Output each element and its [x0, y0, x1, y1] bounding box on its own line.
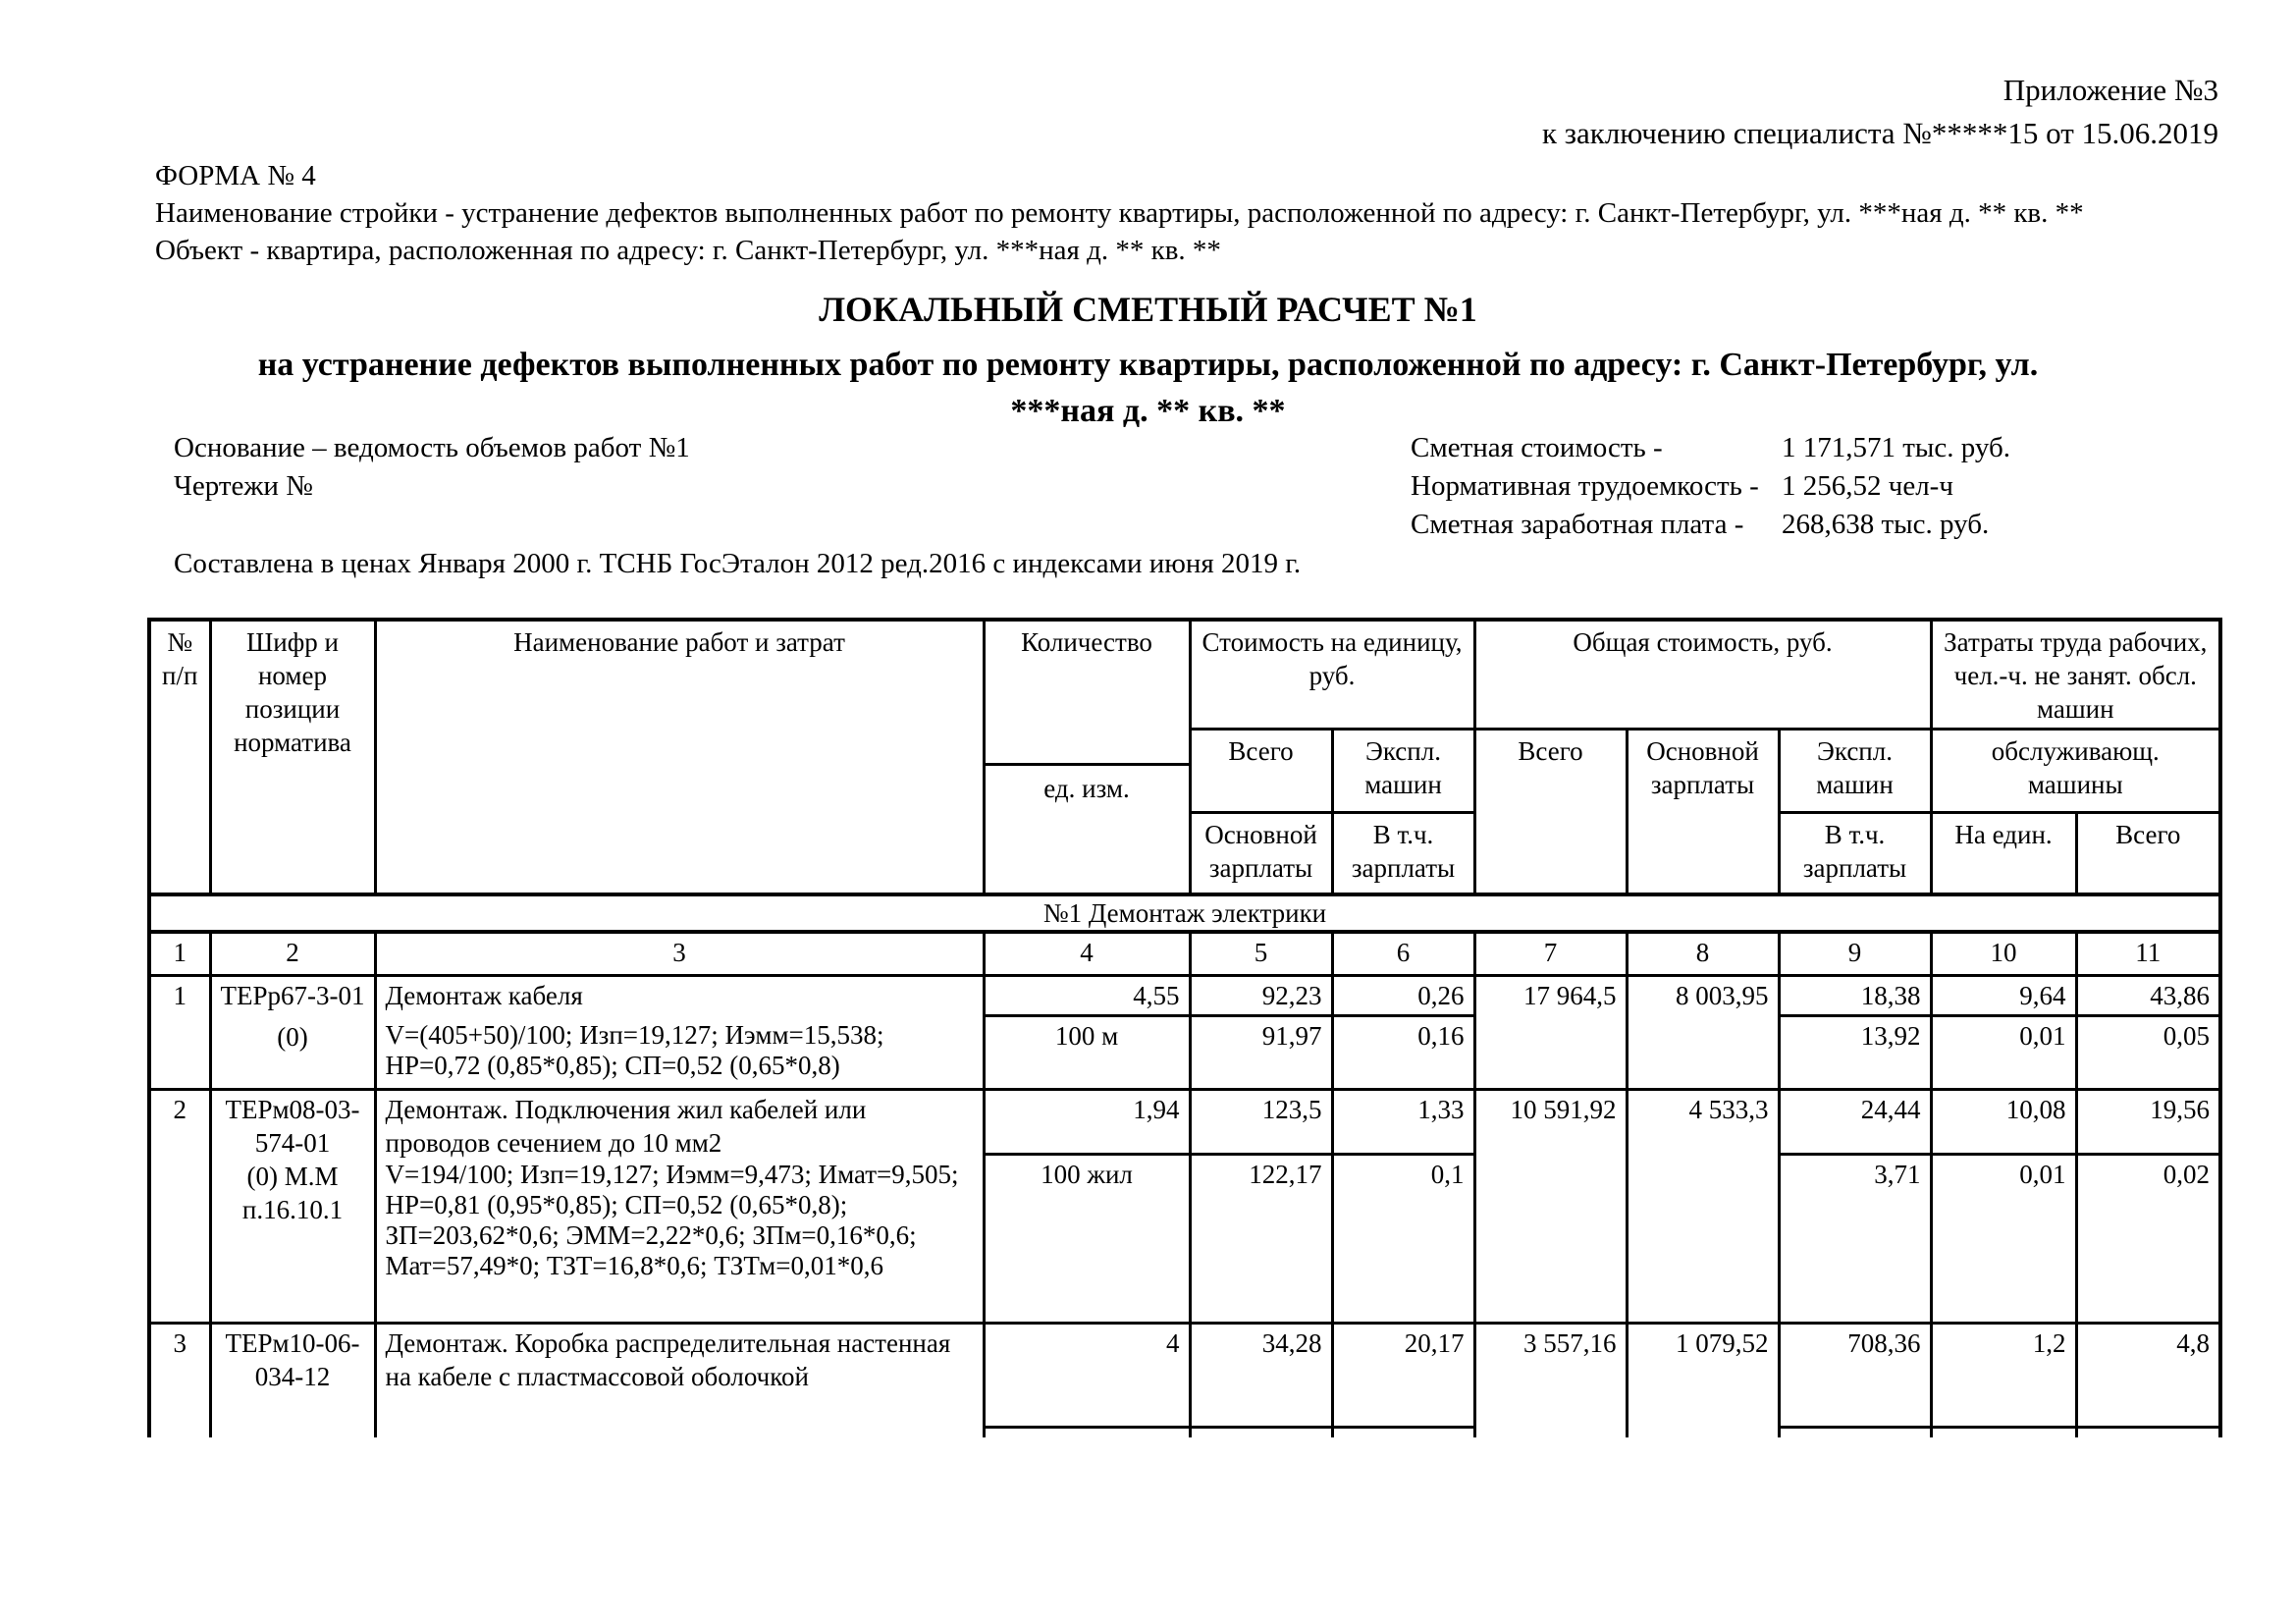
item1-code-cell: [210, 976, 375, 1090]
item1-labor-total-2: 0,05: [2076, 1016, 2220, 1090]
item2-labor-per-unit: 10,08: [1931, 1090, 2076, 1155]
col-number-10: 10: [1931, 932, 2076, 976]
estimate-cost-value: 1 171,571 тыс. руб.: [1782, 432, 2011, 463]
header-labor-total: Всего: [2076, 813, 2220, 894]
subtitle-line2: ***ная д. ** кв. **: [1010, 393, 1286, 429]
item3-labor-per-unit: 1,2: [1931, 1324, 2076, 1428]
section-row: [149, 894, 2220, 932]
item1-num: 1: [149, 976, 210, 1090]
header-unit-cost-total: Всего: [1190, 730, 1332, 813]
col-number-3: 3: [375, 932, 984, 976]
item3-unit-cost-machines: 20,17: [1332, 1324, 1474, 1428]
item1-unit: 100 м: [984, 1016, 1190, 1090]
item3-code-cell: [210, 1324, 375, 1437]
document-subtitle: [0, 342, 2296, 434]
item2-unit: 100 жил: [984, 1155, 1190, 1324]
item2-num: 2: [149, 1090, 210, 1324]
header-total-cost-machines: Экспл. машин: [1779, 730, 1931, 813]
item2-unit-incl-salary: 0,1: [1332, 1155, 1474, 1324]
item2-qty: 1,94: [984, 1090, 1190, 1155]
col-number-7: 7: [1474, 932, 1627, 976]
item2-unit-cost-total: 123,5: [1190, 1090, 1332, 1155]
drawings-line: Чертежи №: [174, 470, 313, 502]
item3-base-salary: 1 079,52: [1627, 1324, 1779, 1437]
appendix-block: [0, 69, 2218, 155]
labor-intensity-label: Нормативная трудоемкость -: [1411, 470, 1759, 502]
item3-qty: 4: [984, 1324, 1190, 1428]
form-header-block: [155, 157, 2237, 269]
header-row-groups: [149, 620, 2220, 730]
column-number-row: [149, 932, 2220, 976]
appendix-line2: к заключению специалиста №*****15 от 15.06.2019: [1541, 116, 2218, 150]
item1-unit-cost-total: 92,23: [1190, 976, 1332, 1016]
item3-labor-total-2: [2076, 1428, 2220, 1437]
item1-name: Демонтаж кабеля: [385, 981, 583, 1010]
header-unit-cost-base-salary: Основной зарплаты: [1190, 813, 1332, 894]
item2-code2: (0) М.М п.16.10.1: [241, 1162, 344, 1224]
header-labor-serving-machines: обслуживающ. машины: [1931, 730, 2220, 813]
col-number-11: 11: [2076, 932, 2220, 976]
item2-machines-cost: 24,44: [1779, 1090, 1931, 1155]
item2-unit-cost-machines: 1,33: [1332, 1090, 1474, 1155]
header-total-cost-base-salary: Основной зарплаты: [1627, 730, 1779, 894]
item3-unit-incl-salary: [1332, 1428, 1474, 1437]
item1-name-cell: [375, 976, 984, 1090]
col-number-8: 8: [1627, 932, 1779, 976]
item1-labor-per-unit: 9,64: [1931, 976, 2076, 1016]
col-number-2: 2: [210, 932, 375, 976]
item2-unit-base-salary: 122,17: [1190, 1155, 1332, 1324]
item2-name: Демонтаж. Подключения жил кабелей или проводов сечением до 10 мм2: [385, 1095, 867, 1158]
header-total-cost-incl-salary: В т.ч. зарплаты: [1779, 813, 1931, 894]
item3-num: 3: [149, 1324, 210, 1437]
item2-labor-total-2: 0,02: [2076, 1155, 2220, 1324]
estimate-salary-label: Сметная заработная плата -: [1411, 509, 1744, 540]
item1-qty: 4,55: [984, 976, 1190, 1016]
header-unit-cost-group: Стоимость на единицу, руб.: [1190, 620, 1474, 730]
header-quantity: Количество: [986, 622, 1189, 766]
prices-note: Составлена в ценах Января 2000 г. ТСНБ ГосЭталон 2012 ред.2016 с индексами июня 2019 г.: [174, 548, 1302, 579]
item3-labor-per-unit-2: [1931, 1428, 2076, 1437]
item2-labor-per-unit-2: 0,01: [1931, 1155, 2076, 1324]
item1-unit-base-salary: 91,97: [1190, 1016, 1332, 1090]
totals-block: [1411, 429, 2010, 544]
item1-code: ТЕРр67-3-01: [220, 981, 365, 1010]
item1-formula: V=(405+50)/100; Изп=19,127; Иэмм=15,538; НР=0,72 (0,85*0,85); СП=0,52 (0,65*0,8): [385, 1020, 884, 1080]
item1-machines-cost: 18,38: [1779, 976, 1931, 1016]
table-row-item3: [149, 1324, 2220, 1428]
item3-name-cell: [375, 1324, 984, 1437]
item3-machines-cost: 708,36: [1779, 1324, 1931, 1428]
item3-unit: [984, 1428, 1190, 1437]
header-code: Шифр и номер позиции норматива: [210, 620, 375, 894]
header-labor-per-unit: На един.: [1931, 813, 2076, 894]
header-unit-cost-machines: Экспл. машин: [1332, 730, 1474, 813]
item3-unit-base-salary: [1190, 1428, 1332, 1437]
appendix-line1: Приложение №3: [2002, 73, 2218, 107]
labor-intensity-value: 1 256,52 чел-ч: [1782, 470, 1953, 502]
estimate-salary-value: 268,638 тыс. руб.: [1782, 509, 1990, 540]
form-number: ФОРМА № 4: [155, 160, 316, 191]
header-num: № п/п: [149, 620, 210, 894]
header-total-cost-total: Всего: [1474, 730, 1627, 894]
col-number-1: 1: [149, 932, 210, 976]
estimate-cost-label: Сметная стоимость -: [1411, 432, 1663, 463]
section-title: №1 Демонтаж электрики: [149, 894, 2220, 932]
basis-line: Основание – ведомость объемов работ №1: [174, 432, 690, 463]
item1-labor-per-unit-2: 0,01: [1931, 1016, 2076, 1090]
header-labor-group: Затраты труда рабочих, чел.-ч. не занят. обсл. машин: [1931, 620, 2220, 730]
header-unit-cost-incl-salary: В т.ч. зарплаты: [1332, 813, 1474, 894]
construction-name: Наименование стройки - устранение дефектов выполненных работ по ремонту квартиры, расположенной по адресу: г. Санкт-Петербург, ул. ***ная д. ** кв. **: [155, 197, 2084, 229]
item1-machines-incl-salary: 13,92: [1779, 1016, 1931, 1090]
item3-unit-cost-total: 34,28: [1190, 1324, 1332, 1428]
header-unit: ед. изм.: [1043, 774, 1130, 803]
item1-unit-incl-salary: 0,16: [1332, 1016, 1474, 1090]
header-quantity-cell: [984, 620, 1190, 894]
item2-formula: V=194/100; Изп=19,127; Иэмм=9,473; Имат=9,505; НР=0,81 (0,95*0,85); СП=0,52 (0,65*0,8); ЗП=203,62*0,6; ЭММ=2,22*0,6; ЗПм=0,16*0,6; Мат=57,49*0; ТЗТ=16,8*0,6; ТЗТм=0,01*0,6: [385, 1160, 959, 1280]
table-row-item2: [149, 1090, 2220, 1155]
item2-code: ТЕРм08-03-574-01: [225, 1095, 360, 1158]
header-total-cost-group: Общая стоимость, руб.: [1474, 620, 1931, 730]
item1-total-cost: 17 964,5: [1474, 976, 1627, 1090]
col-number-4: 4: [984, 932, 1190, 976]
col-number-5: 5: [1190, 932, 1332, 976]
col-number-6: 6: [1332, 932, 1474, 976]
item3-labor-total: 4,8: [2076, 1324, 2220, 1428]
header-name: Наименование работ и затрат: [375, 620, 984, 894]
item2-name-cell: [375, 1090, 984, 1324]
item3-total-cost: 3 557,16: [1474, 1324, 1627, 1437]
item2-total-cost: 10 591,92: [1474, 1090, 1627, 1324]
table-row-item1: [149, 976, 2220, 1016]
subtitle-line1: на устранение дефектов выполненных работ по ремонту квартиры, расположенной по адресу: г. Санкт-Петербург, ул.: [257, 347, 2039, 383]
item1-labor-total: 43,86: [2076, 976, 2220, 1016]
item1-code2: (0): [277, 1022, 308, 1052]
estimate-table: [147, 618, 2222, 1437]
item2-base-salary: 4 533,3: [1627, 1090, 1779, 1324]
item3-machines-incl-salary: [1779, 1428, 1931, 1437]
item3-name: Демонтаж. Коробка распределительная настенная на кабеле с пластмассовой оболочкой: [385, 1328, 951, 1391]
item2-labor-total: 19,56: [2076, 1090, 2220, 1155]
basis-block: [174, 429, 690, 506]
item1-base-salary: 8 003,95: [1627, 976, 1779, 1090]
item2-code-cell: [210, 1090, 375, 1324]
item3-code: ТЕРм10-06-034-12: [225, 1328, 360, 1391]
item1-unit-cost-machines: 0,26: [1332, 976, 1474, 1016]
col-number-9: 9: [1779, 932, 1931, 976]
object-line: Объект - квартира, расположенная по адресу: г. Санкт-Петербург, ул. ***ная д. ** кв. **: [155, 235, 1221, 266]
document-title: ЛОКАЛЬНЫЙ СМЕТНЫЙ РАСЧЕТ №1: [819, 290, 1477, 329]
item2-machines-incl-salary: 3,71: [1779, 1155, 1931, 1324]
